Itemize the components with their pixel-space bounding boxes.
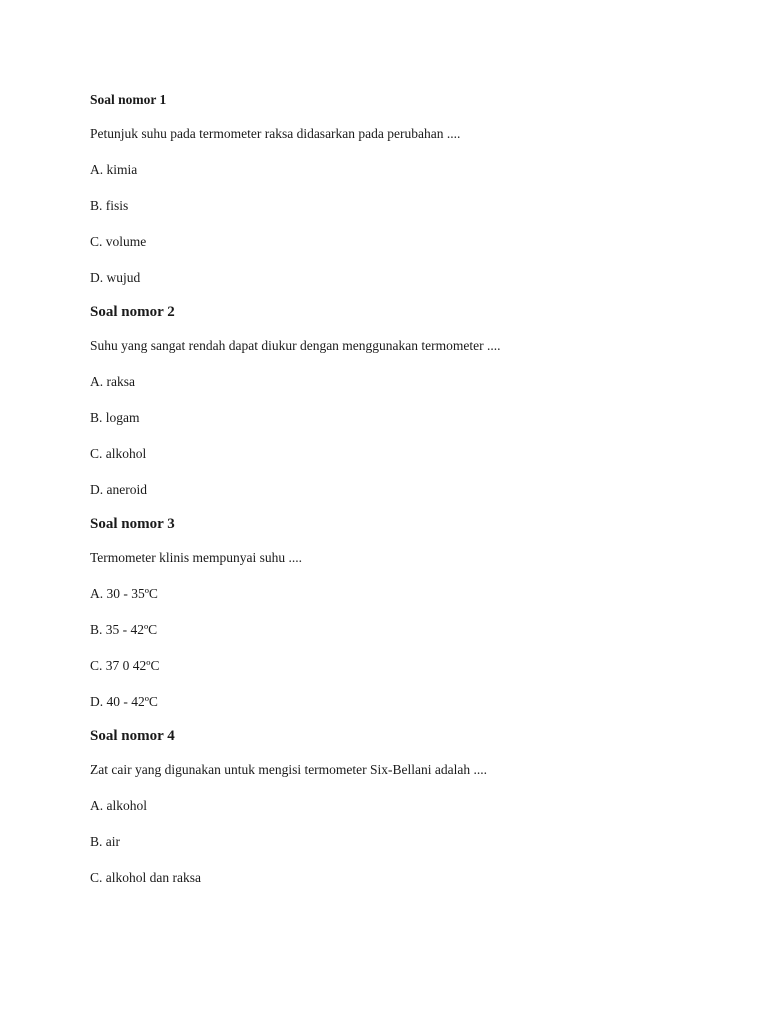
answer-option: A. 30 - 35ºC: [90, 586, 158, 601]
answer-option: B. fisis: [90, 198, 129, 213]
question-4: [90, 726, 710, 888]
answer-option: D. aneroid: [90, 482, 147, 497]
answer-option: B. logam: [90, 410, 140, 425]
question-text: Suhu yang sangat rendah dapat diukur dengan menggunakan termometer ....: [90, 338, 501, 353]
document-page: [90, 90, 710, 904]
answer-option: D. 40 - 42ºC: [90, 694, 158, 709]
question-title: Soal nomor 1: [90, 92, 167, 107]
answer-option: B. 35 - 42ºC: [90, 622, 158, 637]
answer-option: B. air: [90, 834, 120, 849]
question-text: Zat cair yang digunakan untuk mengisi termometer Six-Bellani adalah ....: [90, 762, 488, 777]
answer-option: C. 37 0 42ºC: [90, 658, 160, 673]
answer-option: A. kimia: [90, 162, 138, 177]
question-1: [90, 90, 710, 288]
answer-option: C. alkohol: [90, 446, 147, 461]
question-2: [90, 302, 710, 500]
question-3: [90, 514, 710, 712]
question-title: Soal nomor 3: [90, 516, 175, 532]
answer-option: C. volume: [90, 234, 147, 249]
answer-option: A. raksa: [90, 374, 135, 389]
answer-option: D. wujud: [90, 270, 141, 285]
answer-option: A. alkohol: [90, 798, 147, 813]
question-text: Termometer klinis mempunyai suhu ....: [90, 550, 303, 565]
question-text: Petunjuk suhu pada termometer raksa didasarkan pada perubahan ....: [90, 126, 461, 141]
question-title: Soal nomor 4: [90, 728, 175, 744]
question-title: Soal nomor 2: [90, 304, 175, 320]
answer-option: C. alkohol dan raksa: [90, 870, 201, 885]
